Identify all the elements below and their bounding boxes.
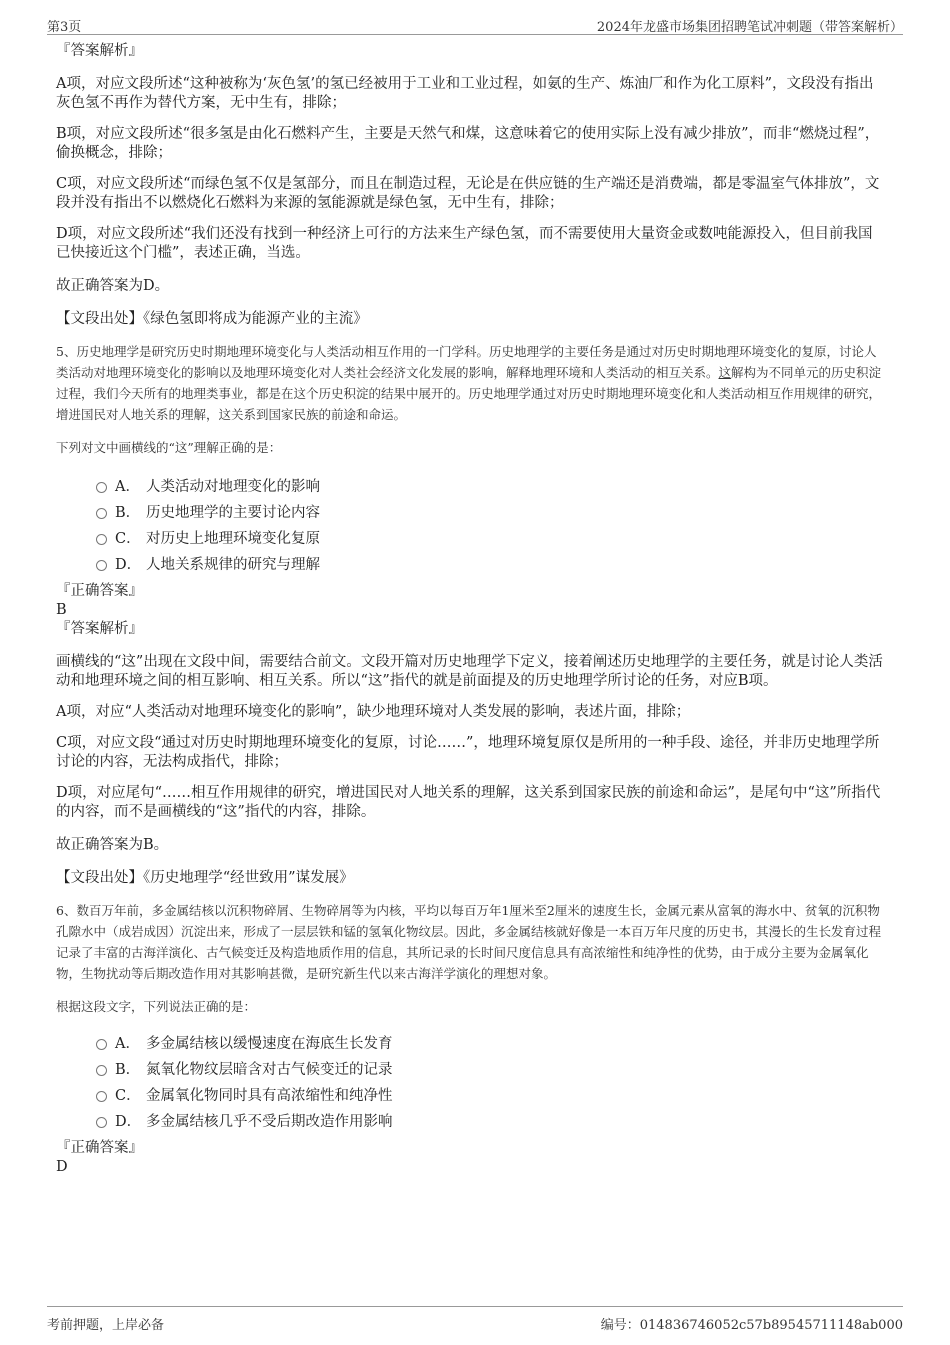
- analysis-item-a: A项，对应“人类活动对地理环境变化的影响”，缺少地理环境对人类发展的影响，表述片面，排除；: [56, 704, 691, 720]
- option-b[interactable]: B． 历史地理学的主要讨论内容: [96, 498, 886, 524]
- correct-answer: B: [56, 602, 67, 618]
- analysis-item-d: D项，对应文段所述“我们还没有找到一种经济上可行的方法来生产绿色氢，而不需要使用大量资金或数吨能源投入，但目前我国已快接近这个门槛”，表述正确，当选。: [56, 226, 873, 261]
- source-citation: 【文段出处】《历史地理学“经世致用”谋发展》: [56, 870, 354, 886]
- question-5-passage: 5、历史地理学是研究历史时期地理环境变化与人类活动相互作用的一门学科。历史地理学的主要任务是通过对历史时期地理环境变化的复原，讨论人类活动对地理环境变化的影响以及地理环境变化对人类社会经济文化发展的影响，解释地理环境和人类活动的相互关系。这解构为不同单元的历史积淀过程，我们今天所有的地理类事业，都是在这个历史积淀的结果中展开的。历史地理学通过对历史时期地理环境变化和人类活动相互作用规律的研究，增进国民对人地关系的理解，这关系到国家民族的前途和命运。: [56, 344, 882, 422]
- page-number: 第3页: [47, 20, 82, 35]
- option-b[interactable]: B． 氮氧化物纹层暗含对古气候变迁的记录: [96, 1055, 886, 1081]
- option-d[interactable]: D． 人地关系规律的研究与理解: [96, 550, 886, 576]
- option-a[interactable]: A． 人类活动对地理变化的影响: [96, 472, 886, 498]
- analysis-item-c: C项，对应文段“通过对历史时期地理环境变化的复原，讨论……”，地理环境复原仅是所用的一种手段、途径，并非历史地理学所讨论的内容，无法构成指代，排除；: [56, 735, 880, 770]
- analysis-label: 『答案解析』: [56, 43, 143, 59]
- question-5-prompt: 下列对文中画横线的“这”理解正确的是：: [56, 440, 282, 455]
- footer-slogan: 考前押题，上岸必备: [47, 1318, 165, 1333]
- conclusion: 故正确答案为D。: [56, 278, 170, 294]
- radio-button[interactable]: [96, 1117, 107, 1128]
- question-6-prompt: 根据这段文字，下列说法正确的是：: [56, 999, 257, 1014]
- question-6-passage: 6、数百万年前，多金属结核以沉积物碎屑、生物碎屑等为内核，平均以每百万年1厘米至2厘米的速度生长，金属元素从富氧的海水中、贫氧的沉积物孔隙水中（成岩成因）沉淀出来，形成了一层层铁和锰的氢氧化物纹层。因此，多金属结核就好像是一本百万年尺度的历史书，其漫长的生长发育过程记录了丰富的古海洋演化、古气候变迁及构造地质作用的信息，其所记录的长时间尺度信息具有高浓缩性和纯净性的优势，由于成分主要为金属氧化物，生物扰动等后期改造作用对其影响甚微，是研究新生代以来古海洋学演化的理想对象。: [56, 903, 882, 981]
- option-c[interactable]: C． 金属氧化物同时具有高浓缩性和纯净性: [96, 1081, 886, 1107]
- analysis-item-d: D项，对应尾句“……相互作用规律的研究，增进国民对人地关系的理解，这关系到国家民族的前途和命运”，是尾句中“这”所指代的内容，而不是画横线的“这”指代的内容，排除。: [56, 785, 881, 820]
- question-6-options: [96, 1029, 886, 1133]
- page-header: [47, 14, 903, 35]
- underlined-word: 这: [718, 365, 732, 380]
- radio-button[interactable]: [96, 1091, 107, 1102]
- radio-button[interactable]: [96, 508, 107, 519]
- analysis-intro: 画横线的“这”出现在文段中间，需要结合前文。文段开篇对历史地理学下定义，接着阐述历史地理学的主要任务，就是讨论人类活动和地理环境之间的相互影响、相互关系。所以“这”指代的就是前面提及的历史地理学所讨论的任务，对应B项。: [56, 654, 883, 689]
- option-a[interactable]: A． 多金属结核以缓慢速度在海底生长发育: [96, 1029, 886, 1055]
- correct-answer: D: [56, 1159, 68, 1175]
- radio-button[interactable]: [96, 1039, 107, 1050]
- source-citation: 【文段出处】《绿色氢即将成为能源产业的主流》: [56, 311, 368, 327]
- page-footer: [47, 1306, 903, 1337]
- analysis-item-b: B项，对应文段所述“很多氢是由化石燃料产生，主要是天然气和煤，这意味着它的使用实际上没有减少排放”，而非“燃烧过程”，偷换概念，排除；: [56, 126, 880, 161]
- radio-button[interactable]: [96, 534, 107, 545]
- analysis-item-a: A项，对应文段所述“这种被称为‘灰色氢’的氢已经被用于工业和工业过程，如氨的生产、炼油厂和作为化工原料”，文段没有指出灰色氢不再作为替代方案，无中生有，排除；: [56, 76, 874, 111]
- analysis-item-c: C项，对应文段所述“而绿色氢不仅是氢部分，而且在制造过程，无论是在供应链的生产端还是消费端，都是零温室气体排放”，文段并没有指出不以燃烧化石燃料为来源的氢能源就是绿色氢，无中生有，排除；: [56, 176, 880, 211]
- radio-button[interactable]: [96, 1065, 107, 1076]
- correct-answer-label: 『正确答案』: [56, 583, 143, 599]
- option-c[interactable]: C． 对历史上地理环境变化复原: [96, 524, 886, 550]
- conclusion: 故正确答案为B。: [56, 837, 169, 853]
- radio-button[interactable]: [96, 560, 107, 571]
- option-d[interactable]: D． 多金属结核几乎不受后期改造作用影响: [96, 1107, 886, 1133]
- analysis-label: 『答案解析』: [56, 621, 143, 637]
- question-5-options: [96, 472, 886, 576]
- page-content: [56, 42, 886, 1177]
- document-title: 2024年龙盛市场集团招聘笔试冲刺题（带答案解析）: [596, 20, 903, 35]
- document-code: 编号：014836746052c57b89545711148ab000: [600, 1318, 903, 1333]
- correct-answer-label: 『正确答案』: [56, 1140, 143, 1156]
- radio-button[interactable]: [96, 482, 107, 493]
